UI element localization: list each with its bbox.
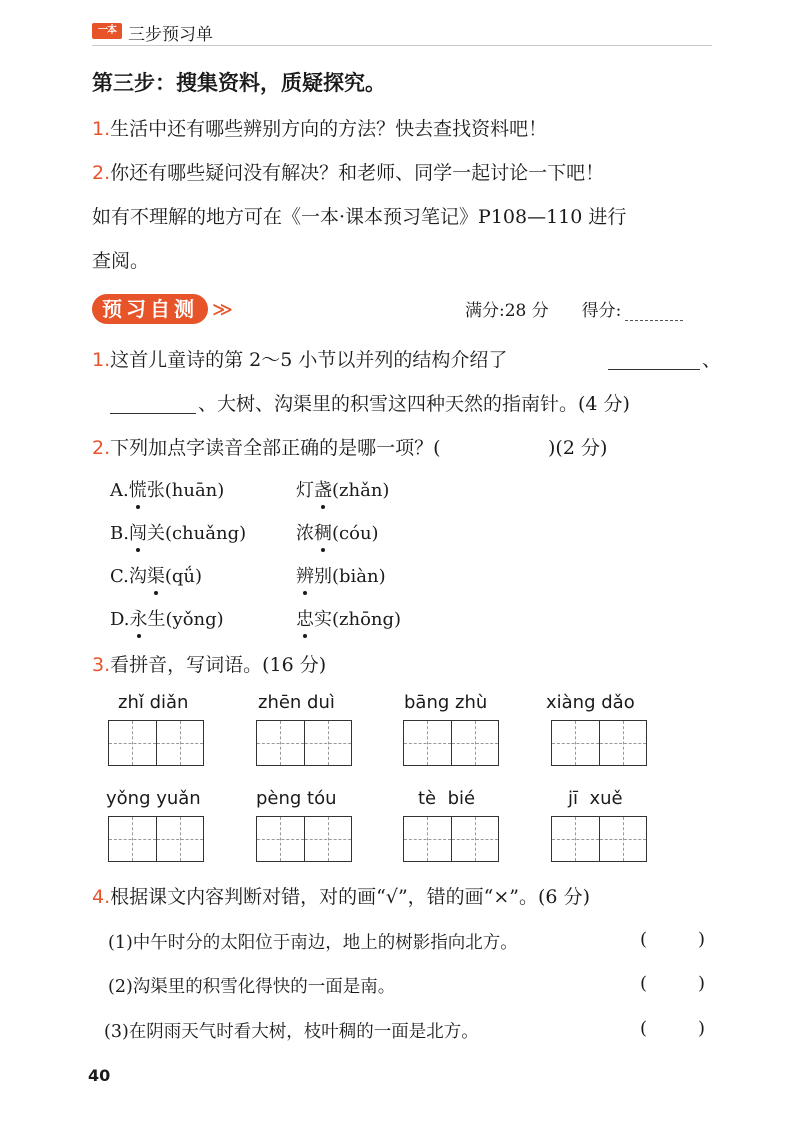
score-label: 得分: bbox=[581, 301, 622, 321]
step3-item-1: 1.生活中还有哪些辨别方向的方法？快去查找资料吧！ bbox=[92, 118, 548, 140]
publisher-logo: 一本 bbox=[92, 23, 122, 39]
q3-pinyin-2: zhēn duì bbox=[258, 692, 335, 713]
step3-note-line2: 查阅。 bbox=[92, 250, 150, 272]
q4-item-2: (2)沟渠里的积雪化得快的一面是南。 bbox=[108, 977, 396, 997]
q1-line2: 、大树、沟渠里的积雪这四种天然的指南针。(4 分) bbox=[198, 393, 630, 415]
q2-option-d-word2: 忠实(zhōng) bbox=[296, 605, 401, 631]
q4-item-1-answer[interactable] bbox=[652, 929, 696, 953]
q4-item-1-paren-open: ( bbox=[640, 929, 648, 950]
q2-option-c-word1: C.沟渠(qǘ) bbox=[110, 562, 202, 588]
q3-pinyin-7: tè bié bbox=[418, 788, 476, 809]
section-banner-label: 预习自测 bbox=[92, 294, 208, 324]
q3-stem: 3.看拼音，写词语。(16 分) bbox=[92, 654, 327, 676]
step3-note-line1: 如有不理解的地方可在《一本·课本预习笔记》P108—110 进行 bbox=[92, 206, 627, 228]
q1-line1-end: 、 bbox=[702, 349, 722, 371]
q4-item-2-paren-open: ( bbox=[640, 973, 648, 994]
score-area bbox=[465, 296, 683, 321]
q3-grid-8[interactable] bbox=[551, 816, 647, 862]
q4-item-2-paren-close: ) bbox=[698, 973, 706, 994]
q3-grid-7[interactable] bbox=[403, 816, 499, 862]
step3-item-2: 2.你还有哪些疑问没有解决？和老师、同学一起讨论一下吧！ bbox=[92, 162, 605, 184]
q3-grid-3[interactable] bbox=[403, 720, 499, 766]
full-score-label: 满分:28 分 bbox=[465, 301, 549, 321]
q3-grid-1[interactable] bbox=[108, 720, 204, 766]
q3-grid-5[interactable] bbox=[108, 816, 204, 862]
q2-option-c-word2: 辨别(biàn) bbox=[296, 562, 386, 588]
q3-pinyin-3: bāng zhù bbox=[404, 692, 488, 713]
q2-answer-input[interactable] bbox=[500, 433, 544, 457]
q4-item-2-answer[interactable] bbox=[652, 973, 696, 997]
q3-pinyin-1: zhǐ diǎn bbox=[118, 692, 189, 713]
q3-pinyin-4: xiàng dǎo bbox=[546, 692, 635, 713]
q3-pinyin-5: yǒng yuǎn bbox=[106, 788, 201, 809]
q2-stem: 2.下列加点字读音全部正确的是哪一项？( bbox=[92, 437, 441, 459]
q1-blank-2[interactable] bbox=[110, 393, 196, 414]
q4-stem: 4.根据课文内容判断对错，对的画“√”，错的画“×”。(6 分) bbox=[92, 886, 590, 908]
q4-item-3-paren-close: ) bbox=[698, 1018, 706, 1039]
section-banner bbox=[92, 294, 233, 324]
q2-stem-end: )(2 分) bbox=[548, 437, 608, 459]
q4-item-3-answer[interactable] bbox=[652, 1018, 696, 1042]
double-chevron-icon: ≫ bbox=[212, 297, 233, 321]
q4-item-3-paren-open: ( bbox=[640, 1018, 648, 1039]
header-divider bbox=[92, 45, 712, 46]
q4-item-3: (3)在阴雨天气时看大树，枝叶稠的一面是北方。 bbox=[104, 1022, 479, 1042]
q2-option-b-word1: B.闯关(chuǎng) bbox=[110, 519, 246, 545]
q1-line1: 1.这首儿童诗的第 2～5 小节以并列的结构介绍了 bbox=[92, 349, 508, 371]
q1-blank-1[interactable] bbox=[608, 349, 700, 370]
step3-title: 第三步：搜集资料，质疑探究。 bbox=[92, 71, 386, 95]
q3-grid-2[interactable] bbox=[256, 720, 352, 766]
q2-option-b-word2: 浓稠(cóu) bbox=[296, 519, 379, 545]
q2-option-a-word1: A.慌张(huān) bbox=[110, 476, 224, 502]
q4-item-1-paren-close: ) bbox=[698, 929, 706, 950]
q3-pinyin-6: pèng tóu bbox=[256, 788, 337, 809]
q4-item-1: (1)中午时分的太阳位于南边，地上的树影指向北方。 bbox=[108, 933, 518, 953]
score-input[interactable] bbox=[625, 302, 683, 321]
q2-option-a-word2: 灯盏(zhǎn) bbox=[296, 476, 389, 502]
header-title: 三步预习单 bbox=[128, 25, 213, 45]
q2-option-d-word1: D.永生(yǒng) bbox=[110, 605, 224, 631]
q3-pinyin-8: jī xuě bbox=[568, 788, 623, 809]
q3-grid-6[interactable] bbox=[256, 816, 352, 862]
q3-grid-4[interactable] bbox=[551, 720, 647, 766]
page-number: 40 bbox=[88, 1066, 111, 1085]
